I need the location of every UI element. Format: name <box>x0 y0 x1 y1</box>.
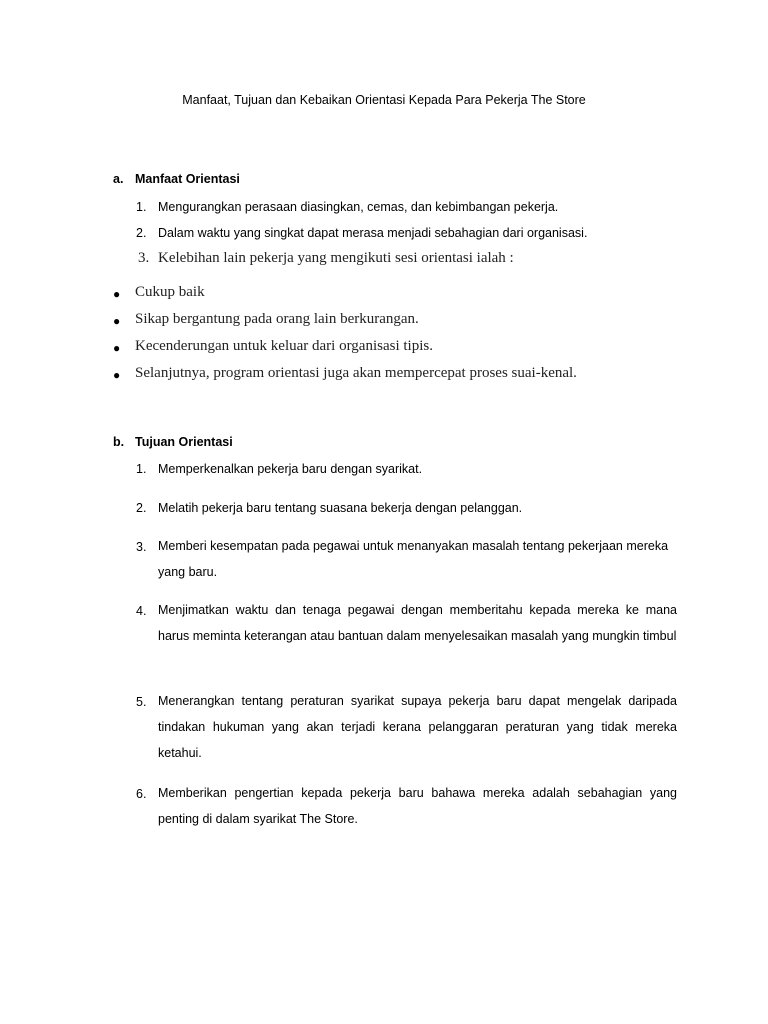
list-item: Dalam waktu yang singkat dapat merasa menjadi sebahagian dari organisasi. <box>158 226 588 240</box>
list-item: Menerangkan tentang peraturan syarikat supaya pekerja baru dapat mengelak daripada tindakan hukuman yang akan terjadi kerana pelanggaran peraturan yang tidak mereka ketahui. <box>158 694 677 760</box>
list-item: Memberi kesempatan pada pegawai untuk menanyakan masalah tentang pekerjaan mereka yang baru. <box>158 539 669 579</box>
section-b-letter: b. <box>113 435 125 449</box>
bullet-icon: ● <box>113 314 121 328</box>
bullet-item: Sikap bergantung pada orang lain berkurangan. <box>135 311 419 327</box>
bullet-item: Kecenderungan untuk keluar dari organisasi tipis. <box>135 338 433 354</box>
list-number: 6. <box>136 787 147 801</box>
section-a-heading: Manfaat Orientasi <box>135 172 240 186</box>
list-number: 3. <box>138 250 150 266</box>
bullet-icon: ● <box>113 341 121 355</box>
document-title: Manfaat, Tujuan dan Kebaikan Orientasi Kepada Para Pekerja The Store <box>182 93 586 107</box>
list-number: 4. <box>136 604 147 618</box>
section-a-letter: a. <box>113 172 124 186</box>
list-item: Kelebihan lain pekerja yang mengikuti sesi orientasi ialah : <box>158 250 514 266</box>
list-number: 1. <box>136 200 147 214</box>
list-item: Mengurangkan perasaan diasingkan, cemas, dan kebimbangan pekerja. <box>158 200 559 214</box>
list-item: Melatih pekerja baru tentang suasana bekerja dengan pelanggan. <box>158 501 523 515</box>
list-number: 2. <box>136 226 147 240</box>
bullet-icon: ● <box>113 368 121 382</box>
list-number: 2. <box>136 501 147 515</box>
bullet-item: Selanjutnya, program orientasi juga akan mempercepat proses suai-kenal. <box>135 365 577 381</box>
section-b-heading: Tujuan Orientasi <box>135 435 233 449</box>
list-number: 5. <box>136 695 147 709</box>
list-item: Memberikan pengertian kepada pekerja baru bahawa mereka adalah sebahagian yang penting di dalam syarikat The Store. <box>158 786 677 826</box>
list-number: 3. <box>136 540 147 554</box>
list-item: Memperkenalkan pekerja baru dengan syarikat. <box>158 462 423 476</box>
list-item: Menjimatkan waktu dan tenaga pegawai dengan memberitahu kepada mereka ke mana harus meminta keterangan atau bantuan dalam menyelesaikan masalah yang mungkin timbul <box>158 603 677 643</box>
list-number: 1. <box>136 462 147 476</box>
bullet-item: Cukup baik <box>135 284 205 300</box>
bullet-icon: ● <box>113 287 121 301</box>
